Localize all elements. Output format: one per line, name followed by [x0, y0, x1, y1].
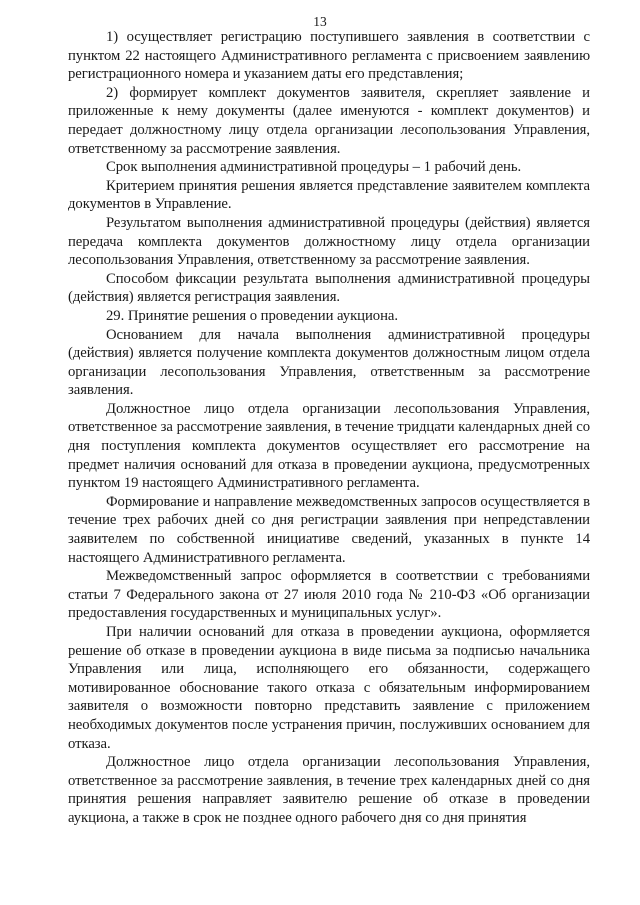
paragraph-fixation-method: Способом фиксации результата выполнения административной процедуры (действия) является регистрация заявления.	[68, 270, 590, 306]
paragraph-document-set: 2) формирует комплект документов заявителя, скрепляет заявление и приложенные к нему документы (далее именуются - комплект документов) и передает должностному лицу отдела организации лесопользования Управления, ответственному за рассмотрение заявления.	[68, 84, 590, 157]
paragraph-basis: Основанием для начала выполнения административной процедуры (действия) является получение комплекта документов должностным лицом отдела организации лесопользования Управления, ответственным за рассмотрение заявления.	[68, 326, 590, 399]
paragraph-review: Должностное лицо отдела организации лесопользования Управления, ответственное за рассмотрение заявления, в течение тридцати календарных дней со дня поступления комплекта документов осуществляет его рассмотрение на предмет наличия оснований для отказа в проведении аукциона, предусмотренных пунктом 19 настоящего Административного регламента.	[68, 400, 590, 492]
paragraph-refusal-grounds: При наличии оснований для отказа в проведении аукциона, оформляется решение об отказе в проведении аукциона в виде письма за подписью начальника Управления или лица, исполняющего его обязанности, содержащего мотивированное обоснование такого отказа с обязательным информированием заявителя о возможности повторно представить заявление с приложением необходимых документов после устранения причин, послуживших основанием для отказа.	[68, 624, 590, 752]
paragraph-interagency-requests: Формирование и направление межведомственных запросов осуществляется в течение трех рабочих дней со дня регистрации заявления при непредставлении заявителем по собственной инициативе сведений, указанных в пункте 14 настоящего Административного регламента.	[68, 493, 590, 566]
paragraph-deadline: Срок выполнения административной процедуры – 1 рабочий день.	[106, 159, 522, 176]
paragraph-decision-criterion: Критерием принятия решения является представление заявителем комплекта документов в Управление.	[68, 177, 590, 213]
document-body	[68, 28, 590, 828]
paragraph-interagency-format: Межведомственный запрос оформляется в соответствии с требованиями статьи 7 Федерального закона от 27 июля 2010 года № 210-ФЗ «Об организации предоставления государственных и муниципальных услуг».	[68, 568, 590, 622]
paragraph-refusal-notification: Должностное лицо отдела организации лесопользования Управления, ответственное за рассмотрение заявления, в течение трех календарных дней со дня принятия решения направляет заявителю решение об отказе в проведении аукциона, а также в срок не позднее одного рабочего дня со дня принятия	[68, 754, 590, 826]
paragraph-registration: 1) осуществляет регистрацию поступившего заявления в соответствии с пунктом 22 настоящего Административного регламента с присвоением заявлению регистрационного номера и указанием даты его представления;	[68, 29, 590, 83]
paragraph-section-29-heading: 29. Принятие решения о проведении аукциона.	[106, 307, 398, 324]
page-number: 13	[313, 14, 327, 29]
paragraph-result: Результатом выполнения административной процедуры (действия) является передача комплекта документов должностному лицу отдела организации лесопользования Управления, ответственному за рассмотрение заявления.	[68, 214, 590, 269]
